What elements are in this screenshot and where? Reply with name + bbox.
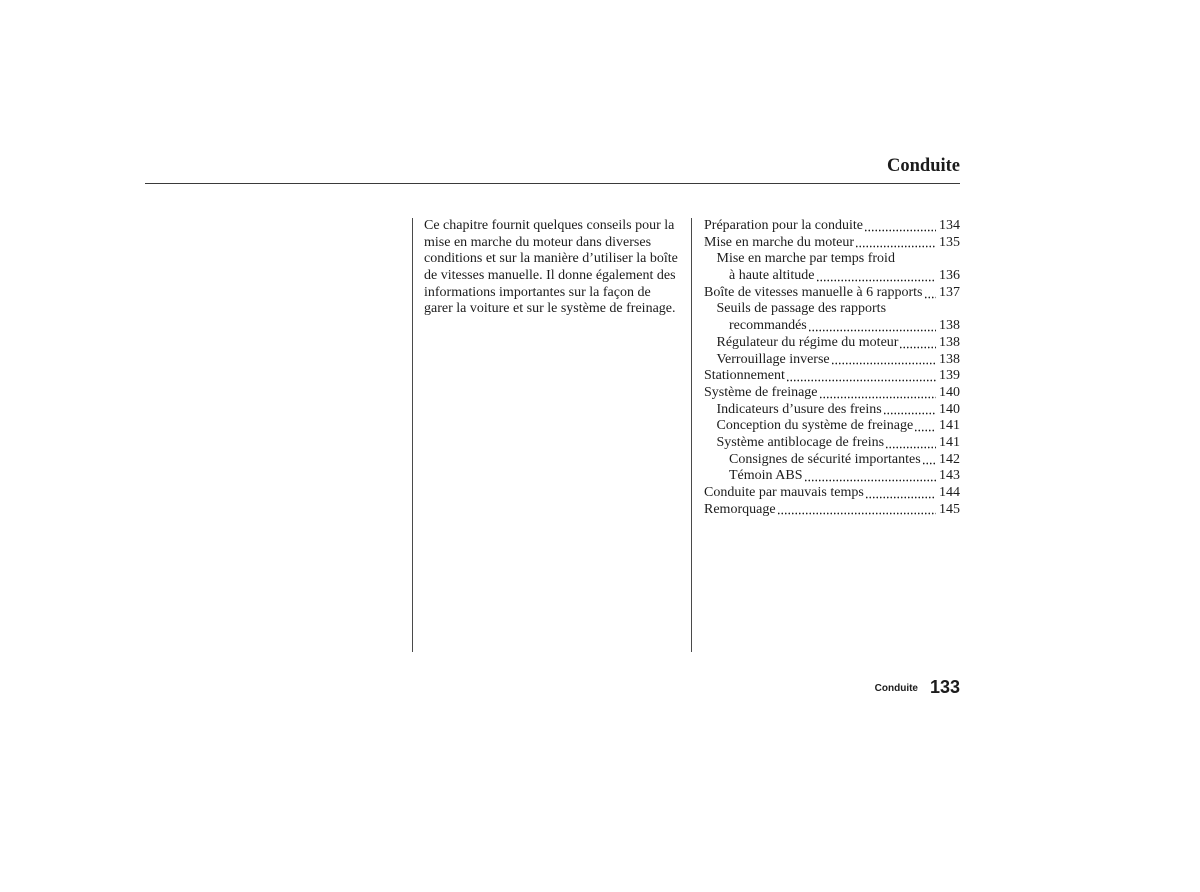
dot-leader [786, 368, 936, 385]
toc-entry [704, 218, 960, 235]
dot-leader [924, 285, 937, 302]
dot-leader [885, 435, 936, 452]
intro-paragraph [424, 218, 686, 318]
toc-entry-label: Verrouillage inverse [716, 351, 830, 367]
toc-entry-page: 137 [939, 284, 960, 300]
table-of-contents [704, 218, 960, 518]
toc-entry-page: 135 [939, 234, 960, 250]
toc-entry-label: Mise en marche par temps froid [716, 251, 895, 267]
toc-entry-label: à haute altitude [729, 268, 815, 284]
toc-entry [704, 402, 960, 419]
toc-entry-label: Seuils de passage des rapports [716, 301, 887, 317]
toc-entry-label: Préparation pour la conduite [704, 218, 864, 233]
toc-entry-page: 145 [939, 501, 960, 517]
toc-entry [704, 235, 960, 252]
dot-leader [831, 352, 936, 369]
toc-entry-label: Consignes de sécurité importantes [729, 451, 921, 467]
intro-line: informations importantes sur la façon de [424, 284, 651, 300]
toc-entry-label: Conception du système de freinage [716, 418, 914, 434]
intro-line: conditions et sur la manière d’utiliser la boîte [424, 251, 678, 267]
toc-entry-page: 142 [939, 451, 960, 467]
dot-leader [922, 452, 936, 469]
header-rule [145, 183, 960, 184]
toc-entry [704, 352, 960, 369]
toc-entry-label: Système antiblocage de freins [716, 434, 885, 450]
toc-entry-page: 134 [939, 218, 960, 233]
column-divider [412, 218, 413, 652]
toc-entry-page: 139 [939, 368, 960, 384]
dot-leader [804, 468, 936, 485]
toc-entry [704, 335, 960, 352]
toc-entry-page: 141 [939, 434, 960, 450]
page-title: Conduite [887, 156, 960, 176]
toc-entry-line [704, 318, 960, 335]
toc-entry-label: Conduite par mauvais temps [704, 485, 864, 500]
toc-entry-page: 138 [939, 318, 960, 334]
toc-entry [704, 435, 960, 452]
toc-entry [704, 285, 960, 302]
dot-leader [777, 502, 936, 519]
toc-entry-label: Régulateur du régime du moteur [716, 334, 899, 350]
dot-leader [819, 385, 936, 402]
toc-entry-label: Mise en marche du moteur [704, 234, 855, 250]
column-divider [691, 218, 692, 652]
dot-leader [808, 318, 936, 335]
toc-entry-label: Système de freinage [704, 384, 818, 400]
toc-entry-line [704, 251, 960, 268]
intro-line: Ce chapitre fournit quelques conseils pour la [424, 218, 675, 233]
toc-entry-label: Stationnement [704, 368, 785, 384]
toc-entry [704, 502, 960, 519]
toc-entry-label: Indicateurs d’usure des freins [716, 401, 882, 417]
intro-line: mise en marche du moteur dans diverses [424, 234, 652, 250]
dot-leader [883, 402, 936, 419]
toc-entry-label: Remorquage [704, 501, 776, 517]
toc-entry-line [704, 301, 960, 318]
toc-entry-page: 140 [939, 384, 960, 400]
dot-leader [899, 335, 936, 352]
toc-entry-page: 140 [939, 401, 960, 417]
toc-entry-wrapped [704, 301, 960, 334]
toc-entry-wrapped [704, 251, 960, 284]
toc-entry-page: 144 [939, 485, 960, 500]
toc-entry-page: 138 [939, 334, 960, 350]
dot-leader [914, 418, 936, 435]
toc-entry-page: 136 [939, 268, 960, 284]
dot-leader [855, 235, 936, 252]
toc-entry [704, 468, 960, 485]
toc-entry-label: Témoin ABS [729, 468, 803, 484]
dot-leader [816, 268, 936, 285]
toc-entry [704, 385, 960, 402]
toc-entry-label: Boîte de vitesses manuelle à 6 rapports [704, 284, 923, 300]
toc-entry-page: 141 [939, 418, 960, 434]
footer-section-label: Conduite [874, 683, 918, 694]
dot-leader [864, 218, 936, 235]
toc-entry [704, 452, 960, 469]
page-number: 133 [929, 677, 960, 697]
toc-entry-line [704, 268, 960, 285]
toc-entry-page: 143 [939, 468, 960, 484]
toc-entry-page: 138 [939, 351, 960, 367]
intro-line: garer la voiture et sur le système de freinage. [424, 301, 676, 317]
intro-line: de vitesses manuelle. Il donne également des [424, 268, 676, 284]
dot-leader [865, 485, 936, 502]
toc-entry [704, 368, 960, 385]
toc-entry [704, 485, 960, 502]
toc-entry [704, 418, 960, 435]
toc-entry-label: recommandés [729, 318, 807, 334]
